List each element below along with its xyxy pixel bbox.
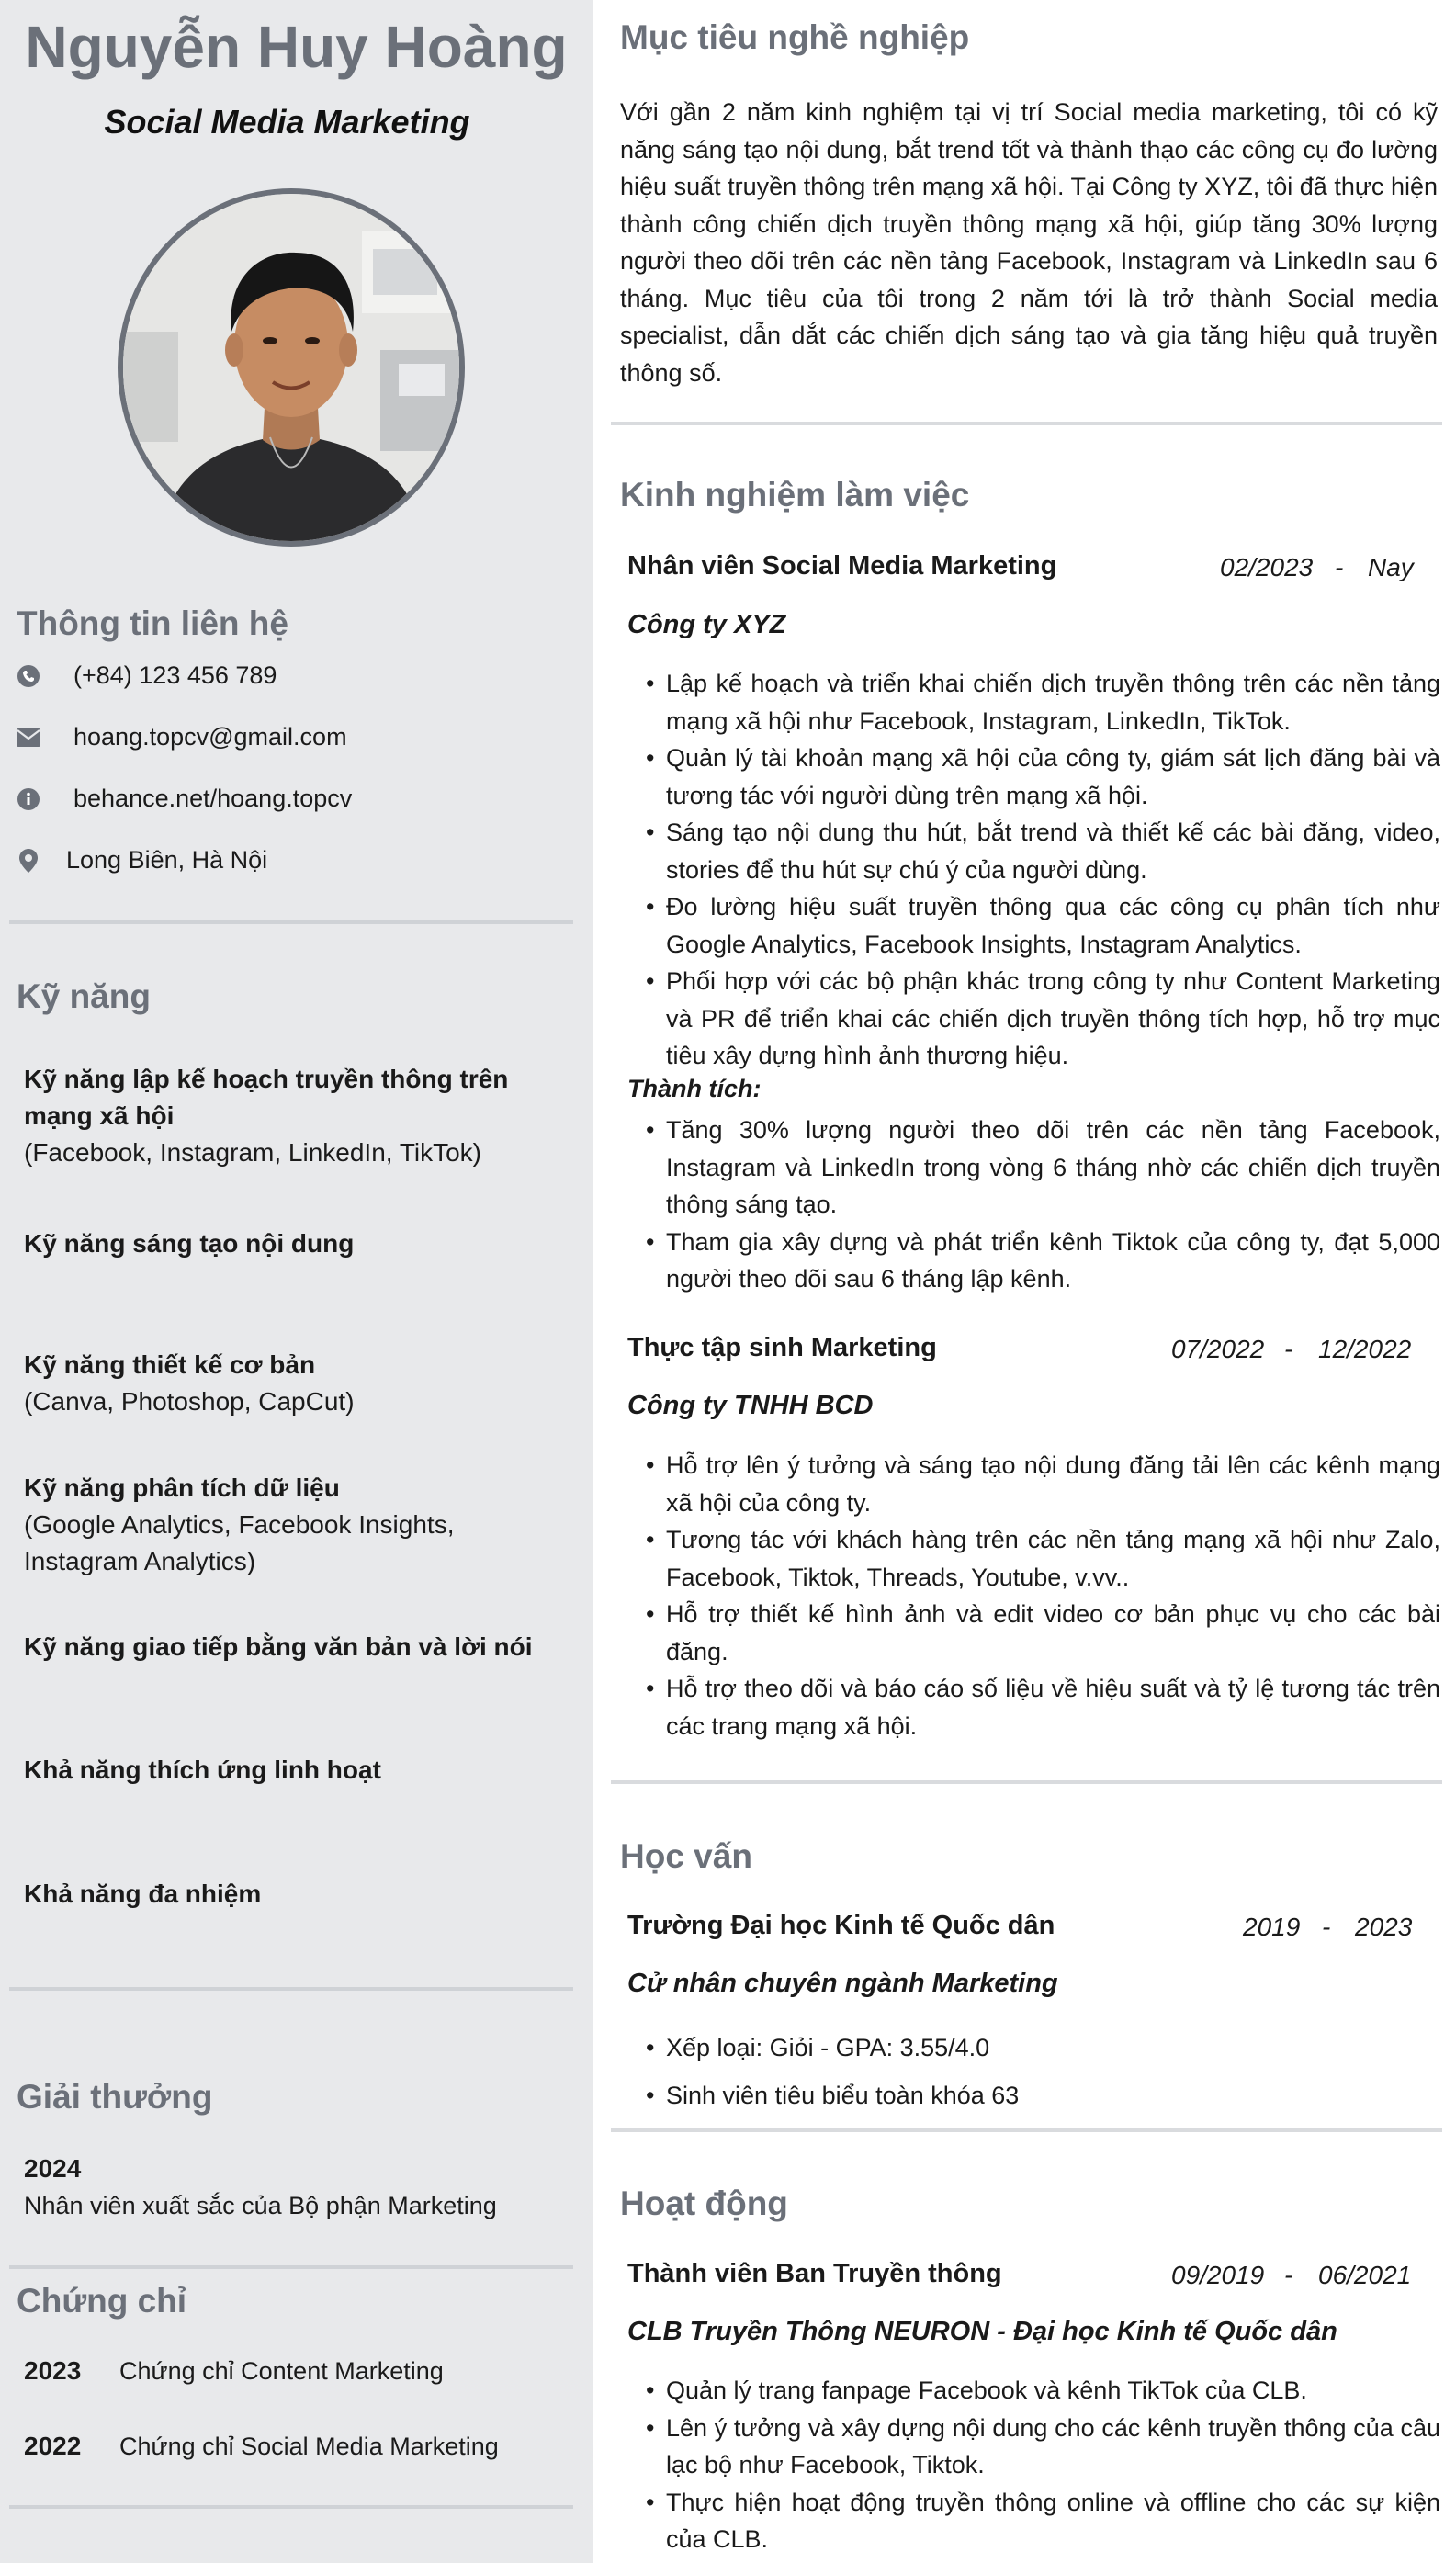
objective-text: Với gần 2 năm kinh nghiệm tại vị trí Social media marketing, tôi có kỹ năng sáng tạo nội dung, bắt trend tốt và thành thạo các công cụ đo lường hiệu suất truyền thông trên mạng xã hội. Tại Công ty XYZ, tôi đã thực hiện thành công chiến dịch truyền thông mạng xã hội, giúp tăng 30% lượng người theo dõi trên các nền tảng Facebook, Instagram và LinkedIn sau 6 tháng. Mục tiêu của tôi trong 2 năm tới là trở thành Social media specialist, dẫn dắt các chiến dịch sáng tạo và gia tăng hiệu quả truyền thông số.	[620, 98, 1438, 387]
education-heading: Học vấn	[620, 1837, 752, 1875]
skill-item	[24, 1225, 575, 1262]
skill-item	[24, 1752, 575, 1789]
achievements-label: Thành tích:	[627, 1075, 762, 1102]
job-title: Social Media Marketing	[104, 103, 470, 141]
skill-item	[24, 1470, 575, 1580]
list-item: • Tương tác với khách hàng trên các nền tảng mạng xã hội như Zalo, Facebook, Tiktok, Threads, Youtube, v.vv..	[646, 1521, 1440, 1596]
list-item: • Hỗ trợ theo dõi và báo cáo số liệu về hiệu suất và tỷ lệ tương tác trên các trang mạng xã hội.	[646, 1670, 1440, 1744]
certificate-item	[24, 2353, 575, 2389]
contact-heading: Thông tin liên hệ	[17, 604, 288, 642]
objective-heading: Mục tiêu nghề nghiệp	[620, 18, 970, 56]
award-year: 2024	[24, 2154, 82, 2183]
skill-title: Kỹ năng thiết kế cơ bản	[24, 1350, 316, 1379]
list-item: • Thực hiện hoạt động truyền thông online và offline cho các sự kiện của CLB.	[646, 2484, 1440, 2558]
list-item: • Hỗ trợ lên ý tưởng và sáng tạo nội dung đăng tải lên các kênh mạng xã hội của công ty.	[646, 1447, 1440, 1521]
candidate-name: Nguyễn Huy Hoàng	[25, 14, 568, 80]
contact-email	[17, 723, 347, 751]
skill-item	[24, 1876, 575, 1913]
divider	[611, 2128, 1442, 2132]
activities-heading: Hoạt động	[620, 2185, 788, 2222]
list-item: • Hỗ trợ thiết kế hình ảnh và edit video cơ bản phục vụ cho các bài đăng.	[646, 1596, 1440, 1670]
divider	[611, 422, 1442, 425]
activity-end-date: 06/2021	[1318, 2261, 1412, 2289]
skill-item	[24, 1347, 575, 1420]
education-bullets	[646, 2024, 1440, 2119]
job-bullets	[646, 1447, 1440, 1744]
skill-title: Khả năng thích ứng linh hoạt	[24, 1756, 381, 1784]
skill-title: Kỹ năng phân tích dữ liệu	[24, 1473, 340, 1502]
list-item: • Tham gia xây dựng và phát triển kênh Tiktok của công ty, đạt 5,000 người theo dõi sau 6 tháng lập kênh.	[646, 1224, 1440, 1298]
award-name: Nhân viên xuất sắc của Bộ phận Marketing	[24, 2192, 497, 2219]
skill-item	[24, 1061, 520, 1171]
edu-date-sep: -	[1322, 1913, 1331, 1941]
divider	[9, 920, 573, 924]
skill-title: Khả năng đa nhiệm	[24, 1880, 262, 1908]
certificate-year: 2022	[24, 2432, 82, 2460]
contact-address	[17, 846, 267, 875]
job-title: Thực tập sinh Marketing	[627, 1333, 937, 1362]
activity-date-sep: -	[1284, 2261, 1293, 2289]
certificate-item	[24, 2428, 575, 2465]
company-name: Công ty XYZ	[627, 610, 786, 639]
phone-text[interactable]: (+84) 123 456 789	[73, 661, 277, 689]
avatar-photo	[123, 194, 459, 541]
job-start-date: 07/2022	[1171, 1335, 1265, 1363]
main-content	[593, 0, 1456, 2563]
list-item: • Quản lý tài khoản mạng xã hội của công ty, giám sát lịch đăng bài và tương tác với người dùng trên mạng xã hội.	[646, 740, 1440, 814]
list-item: • Phối hợp với các bộ phận khác trong công ty như Content Marketing và PR để triển khai các chiến dịch truyền thông tích hợp, hỗ trợ mục tiêu xây dựng hình ảnh thương hiệu.	[646, 963, 1440, 1075]
list-item: • Đo lường hiệu suất truyền thông qua các công cụ phân tích như Google Analytics, Facebook Insights, Instagram Analytics.	[646, 888, 1440, 963]
certificates-heading: Chứng chỉ	[17, 2282, 187, 2320]
activity-bullets	[646, 2372, 1440, 2558]
email-text[interactable]: hoang.topcv@gmail.com	[73, 723, 347, 751]
phone-icon	[17, 664, 40, 688]
achievement-bullets	[646, 1112, 1440, 1298]
skill-title: Kỹ năng giao tiếp bằng văn bản và lời nói	[24, 1632, 533, 1661]
job-end-date: Nay	[1368, 553, 1414, 581]
certificate-name: Chứng chỉ Social Media Marketing	[119, 2433, 499, 2460]
award-item	[24, 2151, 575, 2224]
list-item: • Quản lý trang fanpage Facebook và kênh TikTok của CLB.	[646, 2372, 1440, 2410]
organization-name: CLB Truyền Thông NEURON - Đại học Kinh tế Quốc dân	[627, 2317, 1337, 2346]
list-item: • Lên ý tưởng và xây dựng nội dung cho các kênh truyền thông của câu lạc bộ như Facebook, Tiktok.	[646, 2410, 1440, 2484]
avatar	[118, 188, 465, 547]
activity-role: Thành viên Ban Truyền thông	[627, 2259, 1002, 2288]
certificate-year: 2023	[24, 2356, 82, 2385]
job-title: Nhân viên Social Media Marketing	[627, 551, 1057, 581]
contact-website	[17, 785, 352, 813]
major: Cử nhân chuyên ngành Marketing	[627, 1969, 1058, 1998]
list-item: • Sinh viên tiêu biểu toàn khóa 63	[646, 2072, 1440, 2119]
contact-phone	[17, 661, 277, 690]
divider	[9, 2265, 573, 2269]
skill-detail: (Facebook, Instagram, LinkedIn, TikTok)	[24, 1138, 481, 1167]
list-item: • Xếp loại: Giỏi - GPA: 3.55/4.0	[646, 2024, 1440, 2072]
experience-heading: Kinh nghiệm làm việc	[620, 476, 970, 514]
job-date-sep: -	[1284, 1335, 1293, 1363]
sidebar	[0, 0, 593, 2563]
location-pin-icon	[17, 849, 40, 873]
skill-title: Kỹ năng sáng tạo nội dung	[24, 1229, 355, 1258]
info-icon	[17, 787, 40, 811]
skills-heading: Kỹ năng	[17, 977, 151, 1015]
awards-heading: Giải thưởng	[17, 2078, 213, 2116]
edu-start-year: 2019	[1243, 1913, 1301, 1941]
activity-start-date: 09/2019	[1171, 2261, 1265, 2289]
divider	[9, 2505, 573, 2509]
edu-end-year: 2023	[1355, 1913, 1413, 1941]
skill-detail: (Google Analytics, Facebook Insights, Instagram Analytics)	[24, 1510, 455, 1575]
list-item: • Tăng 30% lượng người theo dõi trên các nền tảng Facebook, Instagram và LinkedIn trong vòng 6 tháng nhờ các chiến dịch truyền thông sáng tạo.	[646, 1112, 1440, 1224]
email-icon	[17, 726, 40, 750]
address-text: Long Biên, Hà Nội	[66, 846, 268, 874]
divider	[611, 1780, 1442, 1784]
school-name: Trường Đại học Kinh tế Quốc dân	[627, 1911, 1055, 1940]
job-end-date: 12/2022	[1318, 1335, 1412, 1363]
company-name: Công ty TNHH BCD	[627, 1391, 874, 1420]
list-item: • Sáng tạo nội dung thu hút, bắt trend và thiết kế các bài đăng, video, stories để thu hút sự chú ý của người dùng.	[646, 814, 1440, 888]
divider	[9, 1987, 573, 1991]
skill-detail: (Canva, Photoshop, CapCut)	[24, 1387, 355, 1416]
skill-item	[24, 1629, 575, 1665]
job-date-sep: -	[1335, 553, 1344, 581]
job-bullets	[646, 665, 1440, 1075]
certificate-name: Chứng chỉ Content Marketing	[119, 2357, 444, 2385]
skill-title: Kỹ năng lập kế hoạch truyền thông trên mạng xã hội	[24, 1065, 509, 1130]
job-start-date: 02/2023	[1220, 553, 1314, 581]
list-item: • Lập kế hoạch và triển khai chiến dịch truyền thông trên các nền tảng mạng xã hội như Facebook, Instagram, LinkedIn, TikTok.	[646, 665, 1440, 740]
website-text[interactable]: behance.net/hoang.topcv	[73, 785, 353, 812]
